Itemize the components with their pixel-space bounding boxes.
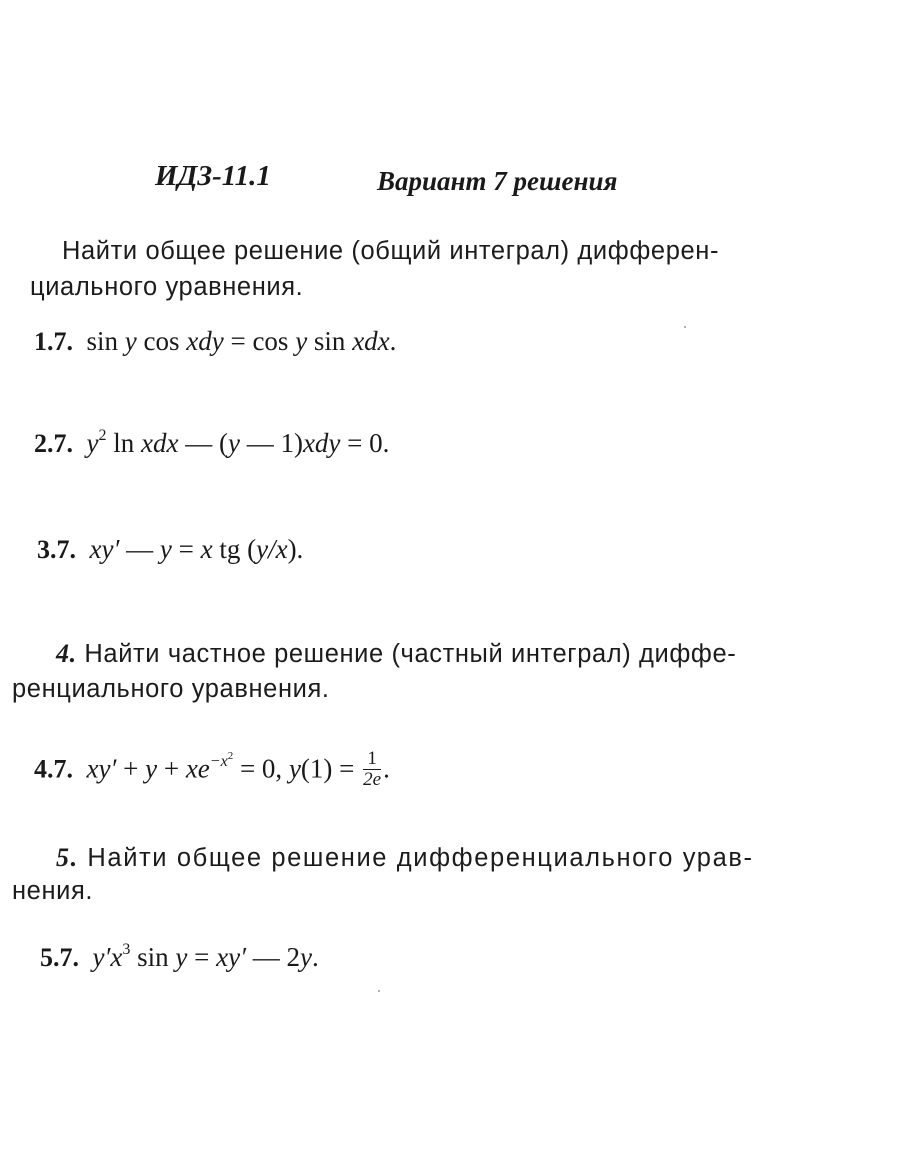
eq-text: tg ( [212,534,257,564]
eq-var: y [295,326,308,356]
task-number: 5. [56,843,79,872]
intro-line-1: Найти общее решение (общий интеграл) дифферен- [62,237,720,265]
eq-text: sin [86,326,125,356]
task-text: Найти частное решение (частный интеграл) диффе- [84,640,737,668]
eq-text: . [311,942,319,972]
eq-var: y [175,942,188,972]
task4-line-1 [56,639,736,669]
eq-var: xdy [186,326,224,356]
eq-var: y [86,428,99,458]
intro-line-2: циального уравнения. [30,273,304,301]
eq-text: — 1) [239,428,303,458]
variant-label: Вариант 7 решения [377,166,618,196]
problem-number: 4.7. [34,754,73,784]
eq-var: y [145,753,158,784]
fraction [363,749,381,790]
problem-number: 1.7. [34,327,73,356]
eq-var: y′x [92,942,123,972]
eq-text: ln [106,428,141,458]
eq-var: y [299,942,312,972]
problem-1-7 [34,326,396,357]
eq-var: y [288,753,301,784]
scan-speck [684,326,686,328]
problem-3-7 [37,534,303,565]
task5-line-2: нения. [12,877,94,905]
eq-text: = [187,942,217,972]
eq-text: . [389,326,397,356]
eq-text: = cos [223,326,296,356]
eq-text: sin [307,326,353,356]
task-number: 4. [56,639,77,668]
eq-var: xdx [352,326,390,356]
eq-var: x [200,534,213,564]
scan-speck [378,990,380,992]
eq-var: xy′ [86,753,117,784]
eq-var: y [159,534,172,564]
fraction-numerator: 1 [363,749,381,770]
eq-var: xe [185,753,210,784]
problem-2-7 [34,428,389,459]
eq-text: = [171,534,201,564]
eq-var: xy′ [216,942,246,972]
eq-text: + [157,753,186,784]
eq-exponent [209,749,234,770]
eq-var: y/x [256,534,288,564]
eq-var: xy′ [89,534,120,564]
eq-exponent-power: 2 [227,749,234,762]
problem-number: 2.7. [34,429,73,458]
eq-text: . [383,753,390,784]
eq-text: = 0. [340,428,390,458]
eq-text: sin [130,942,176,972]
eq-text: cos [136,326,187,356]
eq-text: (1) = [300,753,362,784]
eq-text: — 2 [245,942,300,972]
eq-var: xdx [141,428,179,458]
eq-exponent: 3 [122,941,131,958]
eq-text: ). [287,534,304,564]
problem-4-7 [34,748,390,792]
problem-number: 3.7. [37,535,76,564]
task-text: Найти общее решение дифференциального урав- [87,844,754,872]
eq-exponent: 2 [98,427,107,444]
eq-text: = 0, [233,753,289,784]
task5-line-1 [56,843,754,873]
eq-var: y [124,326,137,356]
eq-exponent-base: −x [209,752,228,770]
fraction-denominator: 2e [363,769,382,790]
eq-text: + [116,753,146,784]
eq-text: — ( [178,428,228,458]
problem-5-7 [40,942,319,973]
eq-var: y [227,428,240,458]
problem-number: 5.7. [40,943,79,972]
task4-line-2: ренциального уравнения. [12,675,330,703]
eq-text: — [119,534,160,564]
assignment-code: ИДЗ-11.1 [155,160,271,192]
eq-var: xdy [302,428,341,458]
